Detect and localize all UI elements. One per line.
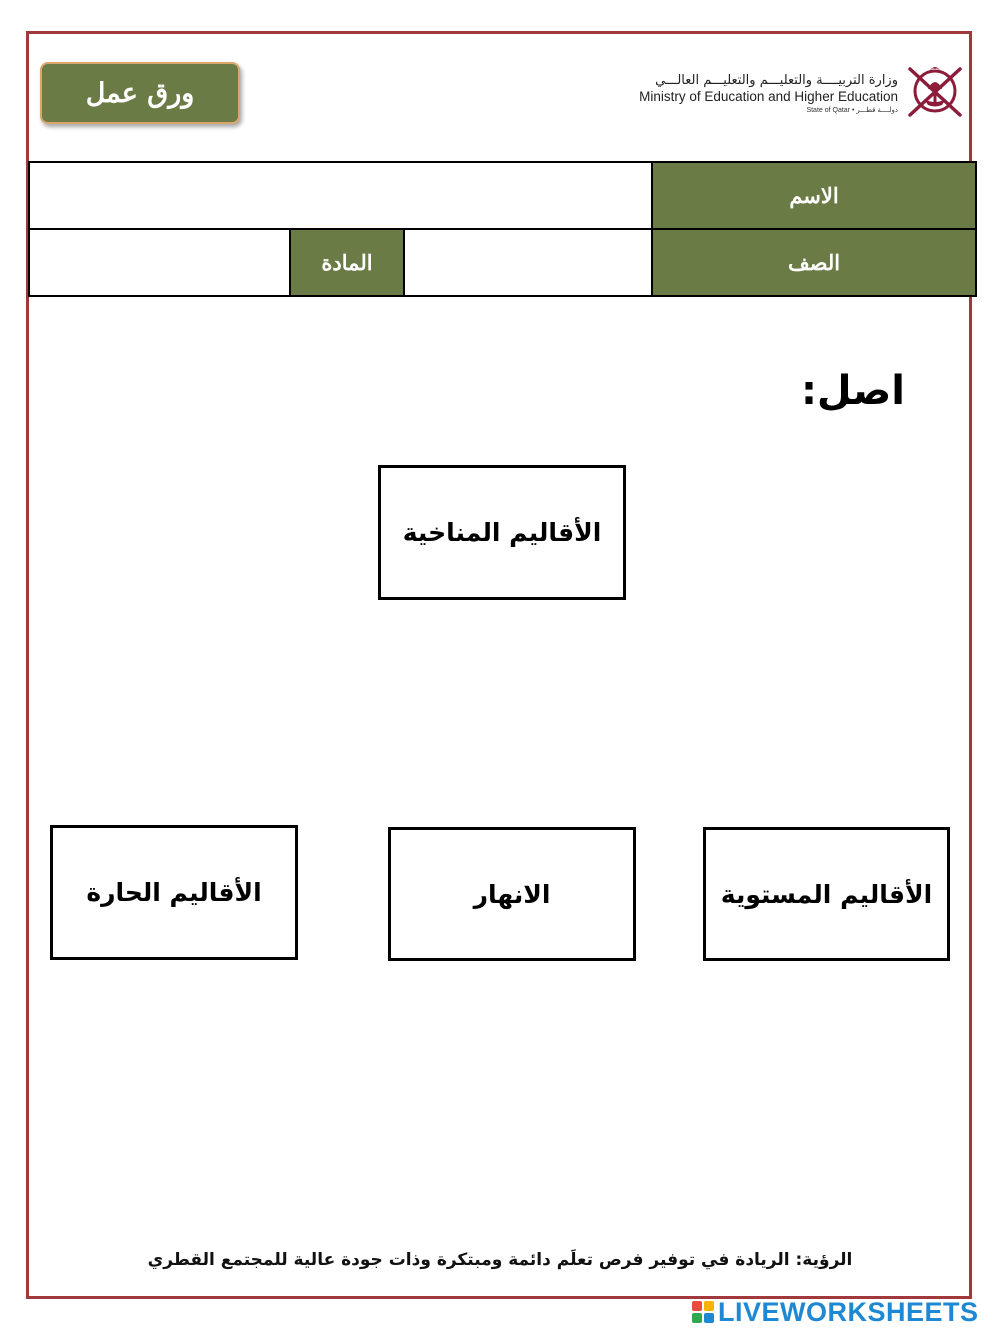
subject-field[interactable] [29,229,290,296]
liveworksheets-watermark[interactable] [692,1297,979,1327]
class-field[interactable] [404,229,652,296]
ministry-name-english: Ministry of Education and Higher Education [639,89,898,104]
watermark-text: LIVEWORKSHEETS [718,1296,979,1327]
state-of-qatar-line: State of Qatar • دولــــة قطـــر [806,107,898,114]
qatar-emblem-icon [902,55,968,125]
worksheet-badge: ورق عمل [40,62,240,124]
rivers-box[interactable]: الانهار [388,827,636,961]
name-label: الاسم [652,162,976,229]
subject-label: المادة [290,229,404,296]
hot-regions-box[interactable]: الأقاليم الحارة [50,825,298,960]
ministry-logo-text [639,73,898,117]
class-label: الصف [652,229,976,296]
liveworksheets-logo-icon [692,1301,714,1323]
instruction-heading: اصل: [800,368,905,414]
ministry-name-arabic: وزارة التربيــــة والتعليـــم والتعليـــم العالـــي [655,73,898,88]
vision-statement: الرؤية: الريادة في توفير فرص تعلَم دائمة ومبتكرة وذات جودة عالية للمجتمع القطري [147,1250,853,1270]
name-field[interactable] [29,162,652,229]
climate-regions-box[interactable]: الأقاليم المناخية [378,465,626,600]
ministry-logo [640,55,970,125]
class-subject-row [29,229,976,296]
flat-regions-box[interactable]: الأقاليم المستوية [703,827,950,961]
student-info-table [28,161,977,297]
name-row [29,162,976,229]
